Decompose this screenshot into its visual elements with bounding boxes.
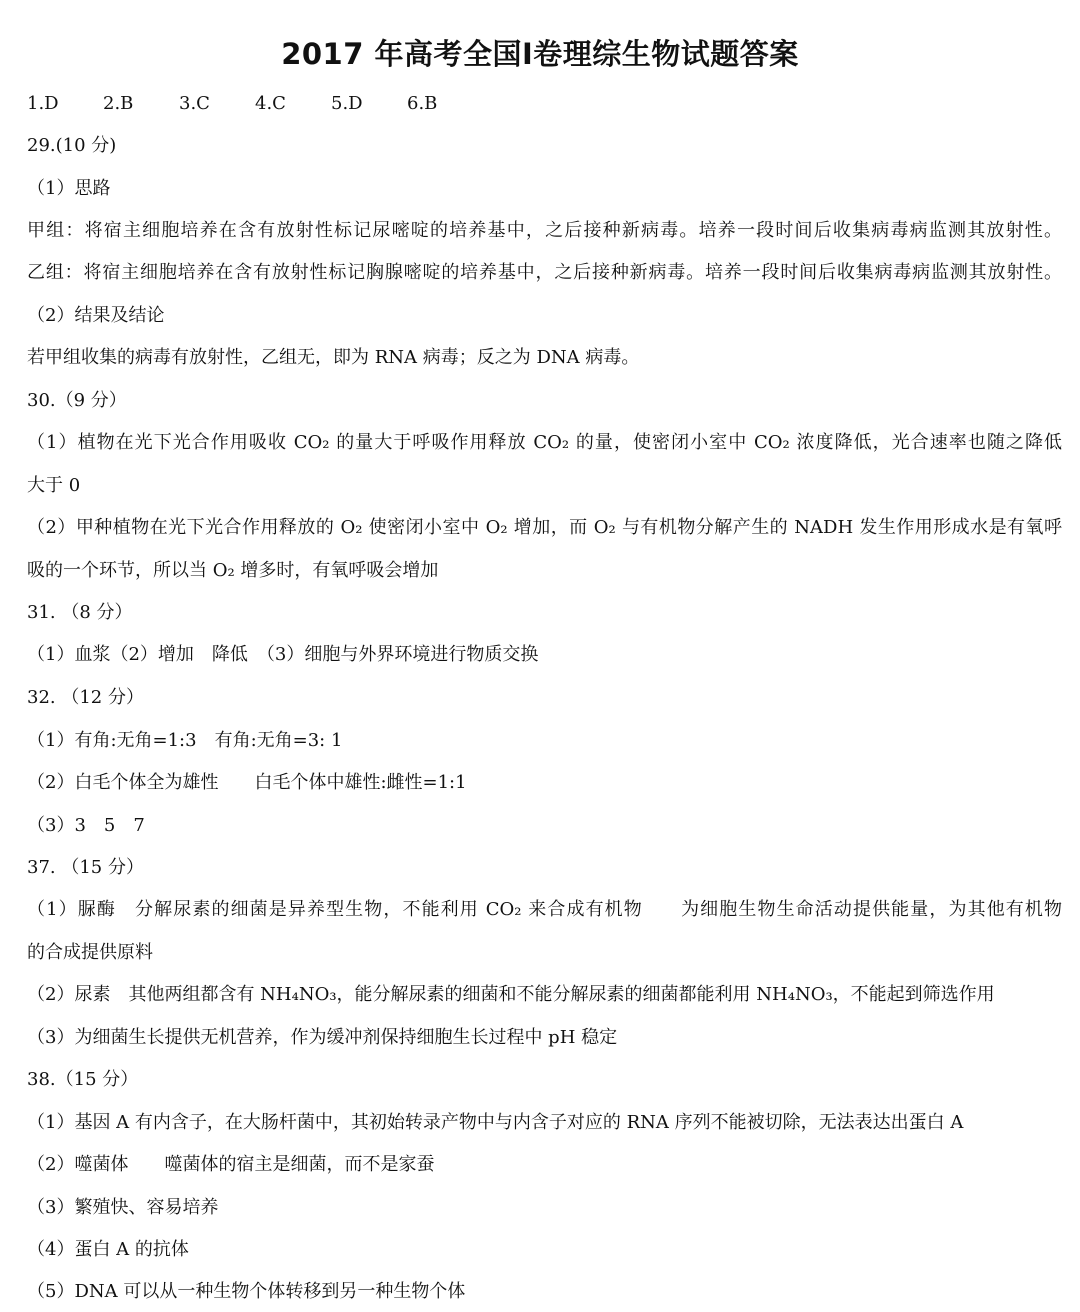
question-38-heading: 38.（15 分） — [27, 1069, 139, 1090]
q29-part2-label: （2）结果及结论 — [27, 305, 165, 326]
q32-part1: （1）有角:无角=1:3 有角:无角=3: 1 — [27, 730, 343, 751]
question-31-heading: 31. （8 分） — [27, 602, 133, 623]
q29-group-a: 甲组：将宿主细胞培养在含有放射性标记尿嘧啶的培养基中，之后接种新病毒。培养一段时间后收集病毒病监测其放射性。 — [27, 220, 1062, 241]
question-37-heading: 37. （15 分） — [27, 857, 144, 878]
page-title: 2017 年高考全国Ⅰ卷理综生物试题答案 — [281, 37, 799, 71]
q38-part1: （1）基因 A 有内含子，在大肠杆菌中，其初始转录产物中与内含子对应的 RNA 序列不能被切除，无法表达出蛋白 A — [27, 1112, 964, 1133]
q30-part2-line1: （2）甲种植物在光下光合作用释放的 O₂ 使密闭小室中 O₂ 增加，而 O₂ 与有机物分解产生的 NADH 发生作用形成水是有氧呼 — [27, 517, 1062, 538]
q38-part5: （5）DNA 可以从一种生物个体转移到另一种生物个体 — [27, 1281, 466, 1302]
q30-part1-line1: （1）植物在光下光合作用吸收 CO₂ 的量大于呼吸作用释放 CO₂ 的量，使密闭小室中 CO₂ 浓度降低，光合速率也随之降低 — [27, 432, 1062, 453]
q29-group-b: 乙组：将宿主细胞培养在含有放射性标记胸腺嘧啶的培养基中，之后接种新病毒。培养一段时间后收集病毒病监测其放射性。 — [27, 262, 1062, 283]
multiple-choice-answers — [27, 89, 483, 119]
q29-part1-label: （1）思路 — [27, 178, 111, 199]
q32-part3: （3）3 5 7 — [27, 815, 145, 836]
answer-4: 4.C — [255, 93, 286, 114]
q37-part3: （3）为细菌生长提供无机营养，作为缓冲剂保持细胞生长过程中 pH 稳定 — [27, 1027, 618, 1048]
q37-part1-line1: （1）脲酶 分解尿素的细菌是异养型生物，不能利用 CO₂ 来合成有机物 为细胞生物生命活动提供能量，为其他有机物 — [27, 899, 1062, 920]
q38-part4: （4）蛋白 A 的抗体 — [27, 1239, 189, 1260]
q32-part2: （2）白毛个体全为雄性 白毛个体中雄性:雌性=1:1 — [27, 772, 467, 793]
question-32-heading: 32. （12 分） — [27, 687, 144, 708]
q38-part3: （3）繁殖快、容易培养 — [27, 1197, 219, 1218]
q37-part2: （2）尿素 其他两组都含有 NH₄NO₃，能分解尿素的细菌和不能分解尿素的细菌都能利用 NH₄NO₃，不能起到筛选作用 — [27, 984, 995, 1005]
q38-part2: （2）噬菌体 噬菌体的宿主是细菌，而不是家蚕 — [27, 1154, 435, 1175]
q37-part1-line2: 的合成提供原料 — [27, 942, 153, 963]
answer-2: 2.B — [103, 93, 134, 114]
answer-3: 3.C — [179, 93, 210, 114]
answer-5: 5.D — [331, 93, 363, 114]
q30-part2-line2: 吸的一个环节，所以当 O₂ 增多时，有氧呼吸会增加 — [27, 560, 439, 581]
q31-answers: （1）血浆（2）增加 降低 （3）细胞与外界环境进行物质交换 — [27, 644, 539, 665]
question-29-heading: 29.(10 分) — [27, 135, 117, 156]
answer-1: 1.D — [27, 93, 59, 114]
q30-part1-line2: 大于 0 — [27, 475, 81, 496]
question-30-heading: 30.（9 分） — [27, 390, 127, 411]
q29-conclusion: 若甲组收集的病毒有放射性，乙组无，即为 RNA 病毒；反之为 DNA 病毒。 — [27, 347, 640, 368]
answer-6: 6.B — [407, 93, 438, 114]
